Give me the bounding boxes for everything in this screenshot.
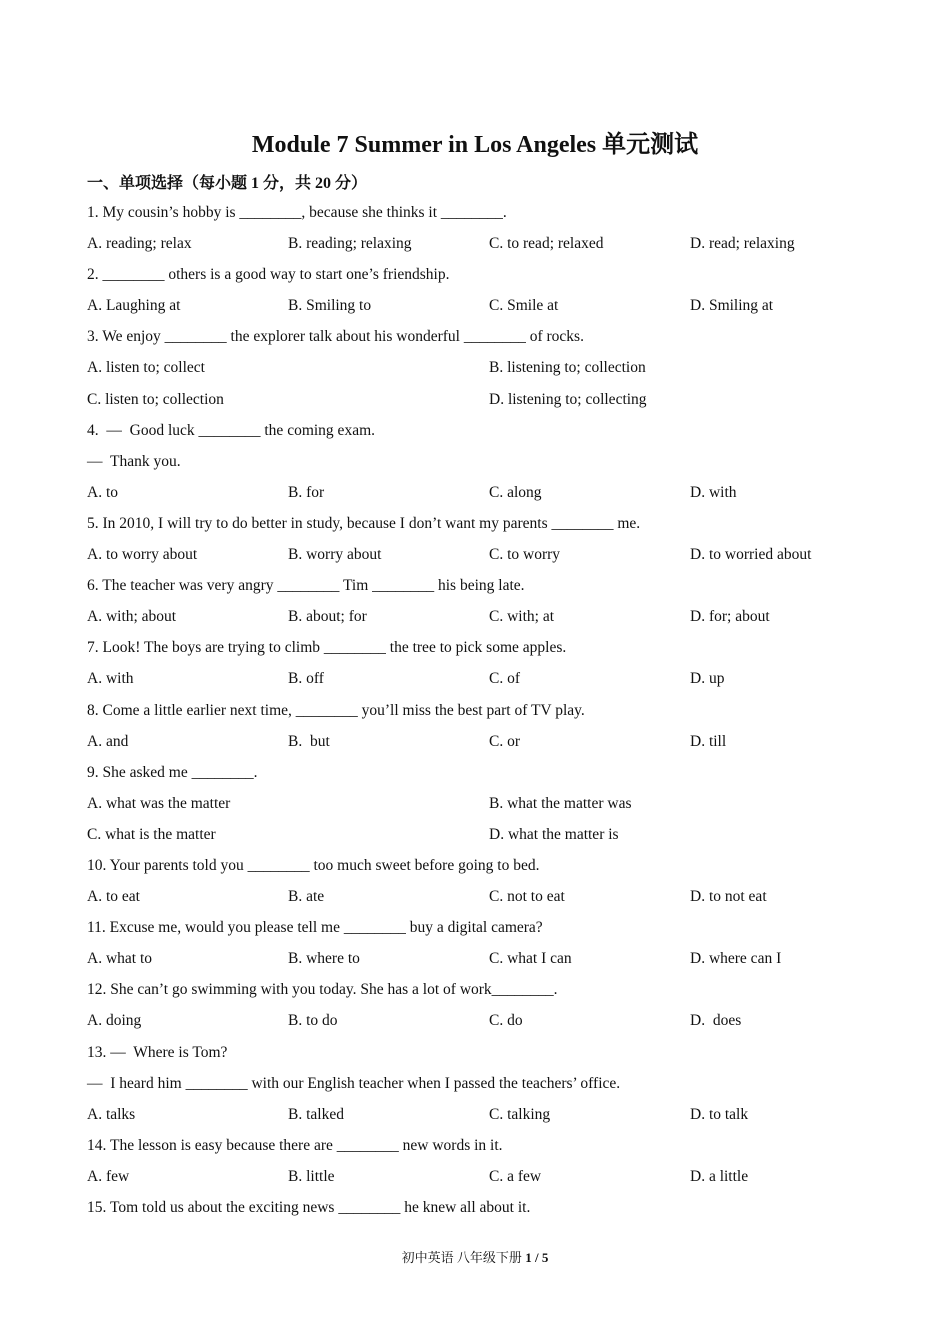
answer-option: D. does — [690, 1012, 742, 1030]
answer-option: B. little — [288, 1167, 335, 1185]
options-line — [87, 881, 867, 912]
page-number: 1 — [525, 1250, 532, 1265]
options-line — [87, 539, 867, 570]
question-list — [87, 197, 867, 1223]
answer-option: B. listening to; collection — [489, 359, 646, 377]
options-line — [87, 384, 867, 415]
answer-option: D. for; about — [690, 608, 770, 626]
question-line: 9. She asked me ________. — [87, 763, 258, 781]
answer-option: A. talks — [87, 1105, 136, 1123]
answer-option: D. what the matter is — [489, 825, 619, 843]
answer-option: D. with — [690, 483, 737, 501]
answer-option: B. where to — [288, 950, 360, 968]
answer-option: A. doing — [87, 1012, 142, 1030]
answer-option: D. where can I — [690, 950, 782, 968]
answer-option: D. listening to; collecting — [489, 390, 647, 408]
options-line — [87, 1099, 867, 1130]
question-line: 11. Excuse me, would you please tell me ________ buy a digital camera? — [87, 919, 543, 937]
answer-option: C. with; at — [489, 608, 555, 626]
answer-option: B. worry about — [288, 546, 382, 564]
answer-option: D. a little — [690, 1167, 749, 1185]
answer-option: A. with — [87, 670, 134, 688]
answer-option: A. what was the matter — [87, 794, 231, 812]
section-heading: 一、单项选择（每小题 1 分，共 20 分） — [87, 175, 368, 192]
footer-label: 初中英语 八年级下册 — [401, 1250, 526, 1265]
answer-option: A. what to — [87, 950, 153, 968]
answer-option: B. about; for — [288, 608, 367, 626]
answer-option: C. not to eat — [489, 888, 565, 906]
options-line — [87, 1161, 867, 1192]
answer-option: C. along — [489, 483, 542, 501]
answer-option: B. ate — [288, 888, 325, 906]
answer-option: B. off — [288, 670, 324, 688]
options-line — [87, 1005, 867, 1036]
options-line — [87, 726, 867, 757]
answer-option: D. till — [690, 732, 727, 750]
answer-option: C. listen to; collection — [87, 390, 224, 408]
question-line: 5. In 2010, I will try to do better in study, because I don’t want my parents ________ me. — [87, 514, 641, 532]
answer-option: A. few — [87, 1167, 130, 1185]
question-line: 14. The lesson is easy because there are ________ new words in it. — [87, 1136, 503, 1154]
question-line: 15. Tom told us about the exciting news ________ he knew all about it. — [87, 1199, 531, 1216]
answer-option: A. reading; relax — [87, 235, 192, 253]
answer-option: B. for — [288, 483, 325, 501]
question-line: 3. We enjoy ________ the explorer talk about his wonderful ________ of rocks. — [87, 328, 584, 346]
answer-option: D. Smiling at — [690, 297, 774, 315]
question-line: 4. — Good luck ________ the coming exam. — [87, 421, 375, 439]
question-line: 13. — Where is Tom? — [87, 1043, 228, 1061]
answer-option: B. reading; relaxing — [288, 235, 412, 253]
answer-option: A. and — [87, 732, 129, 750]
options-line — [87, 290, 867, 321]
answer-option: D. read; relaxing — [690, 235, 795, 253]
options-line — [87, 788, 867, 819]
options-line — [87, 663, 867, 694]
options-line — [87, 477, 867, 508]
question-line: 2. ________ others is a good way to start one’s friendship. — [87, 266, 450, 284]
question-line: 7. Look! The boys are trying to climb ________ the tree to pick some apples. — [87, 639, 567, 657]
answer-option: C. or — [489, 732, 520, 750]
page-title: Module 7 Summer in Los Angeles 单元测试 — [251, 132, 699, 158]
question-line: 6. The teacher was very angry ________ Tim ________ his being late. — [87, 577, 525, 595]
answer-option: D. up — [690, 670, 725, 688]
answer-option: C. to worry — [489, 546, 561, 564]
answer-option: B. to do — [288, 1012, 338, 1030]
options-line — [87, 228, 867, 259]
answer-option: C. what is the matter — [87, 825, 216, 843]
page-footer — [0, 1247, 950, 1266]
page-separator: / — [531, 1250, 542, 1265]
answer-option: C. of — [489, 670, 520, 688]
question-line: 12. She can’t go swimming with you today. She has a lot of work________. — [87, 981, 558, 999]
answer-option: C. talking — [489, 1105, 551, 1123]
answer-option: A. to worry about — [87, 546, 198, 564]
answer-option: A. listen to; collect — [87, 359, 205, 377]
question-line: 1. My cousin’s hobby is ________, because she thinks it ________. — [87, 204, 507, 221]
answer-option: B. what the matter was — [489, 794, 632, 812]
answer-option: D. to not eat — [690, 888, 767, 906]
options-line — [87, 943, 867, 974]
question-line: 10. Your parents told you ________ too much sweet before going to bed. — [87, 856, 540, 874]
page-total: 5 — [541, 1250, 549, 1265]
answer-option: C. to read; relaxed — [489, 235, 604, 253]
options-line — [87, 601, 867, 632]
answer-option: D. to talk — [690, 1105, 749, 1123]
answer-option: B. Smiling to — [288, 297, 372, 315]
answer-option: B. talked — [288, 1105, 344, 1123]
answer-option: C. what I can — [489, 950, 572, 968]
answer-option: A. to — [87, 483, 118, 501]
question-line: — Thank you. — [87, 452, 181, 470]
answer-option: D. to worried about — [690, 546, 812, 564]
question-line: — I heard him ________ with our English teacher when I passed the teachers’ office. — [87, 1074, 621, 1092]
answer-option: A. to eat — [87, 888, 140, 906]
answer-option: A. Laughing at — [87, 297, 181, 315]
answer-option: C. do — [489, 1012, 523, 1030]
options-line — [87, 819, 867, 850]
answer-option: C. Smile at — [489, 297, 559, 315]
question-line: 8. Come a little earlier next time, ________ you’ll miss the best part of TV play. — [87, 701, 585, 719]
answer-option: C. a few — [489, 1167, 542, 1185]
answer-option: B. but — [288, 732, 330, 750]
answer-option: A. with; about — [87, 608, 177, 626]
options-line — [87, 352, 867, 383]
